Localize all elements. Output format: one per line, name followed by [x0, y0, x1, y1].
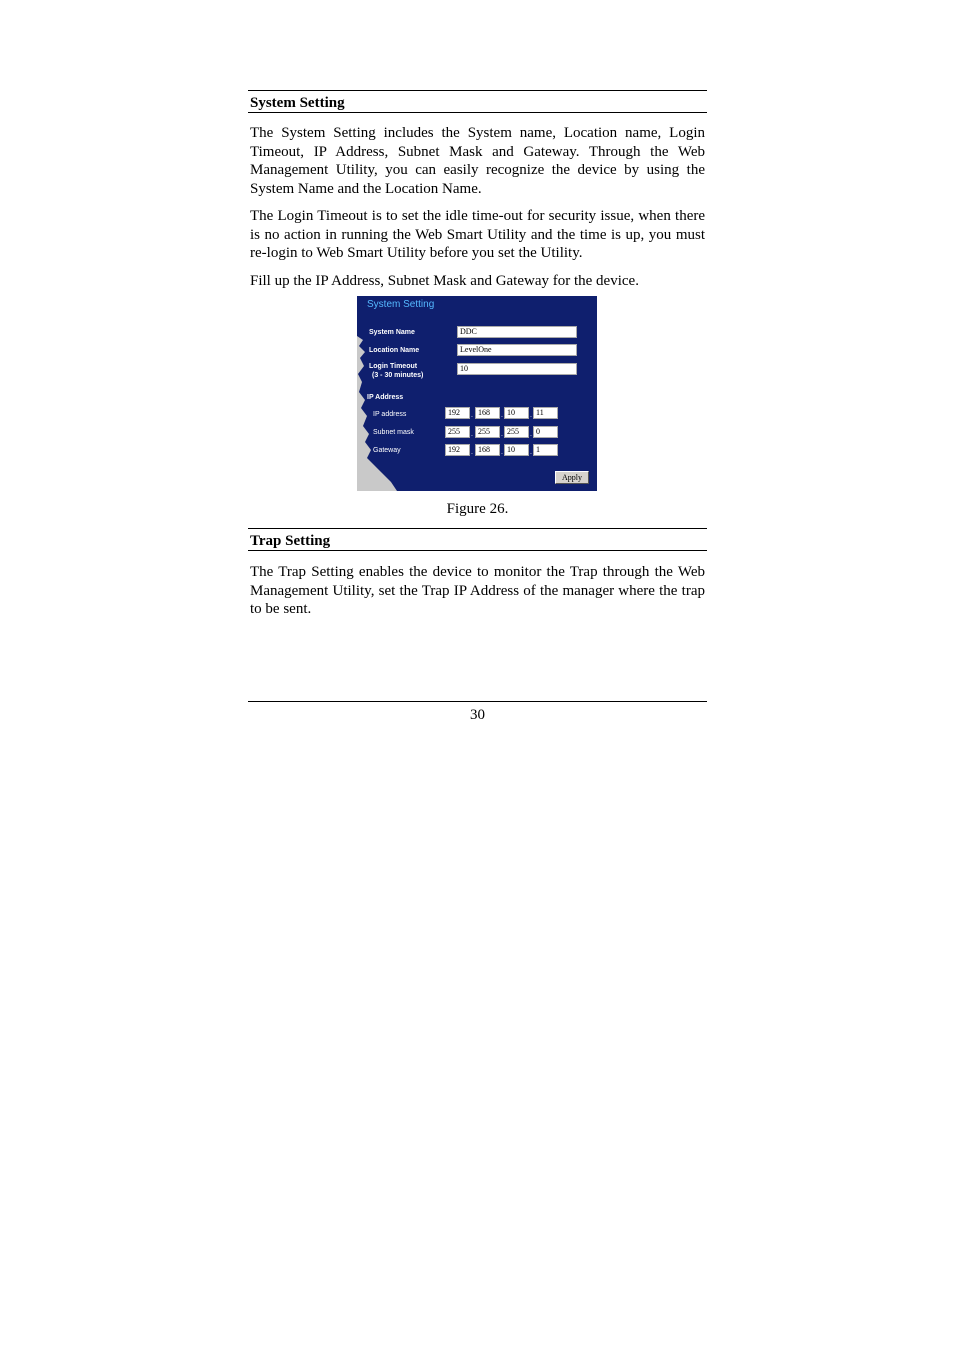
- system-name-input[interactable]: DDC: [457, 326, 577, 338]
- ip-octet-4[interactable]: 11: [533, 407, 558, 419]
- ip-address-label: IP address: [373, 411, 407, 418]
- subnet-octet-2[interactable]: 255: [475, 426, 500, 438]
- gateway-octet-3[interactable]: 10: [504, 444, 529, 456]
- gateway-label: Gateway: [373, 447, 401, 454]
- section-system-setting: [248, 90, 707, 290]
- section-trap-setting: [248, 528, 707, 619]
- subnet-octet-3[interactable]: 255: [504, 426, 529, 438]
- gateway-octet-4[interactable]: 1: [533, 444, 558, 456]
- login-timeout-label: Login Timeout: [369, 363, 418, 370]
- location-name-label: Location Name: [369, 347, 420, 354]
- section-heading: Trap Setting: [248, 528, 707, 551]
- system-name-label: System Name: [369, 329, 415, 336]
- figure-caption: Figure 26.: [446, 501, 509, 517]
- gateway-octet-2[interactable]: 168: [475, 444, 500, 456]
- login-timeout-input[interactable]: 10: [457, 363, 577, 375]
- ip-octet-3[interactable]: 10: [504, 407, 529, 419]
- subnet-mask-label: Subnet mask: [373, 429, 414, 436]
- login-timeout-range: (3 - 30 minutes): [372, 372, 424, 379]
- apply-button[interactable]: Apply: [555, 471, 589, 484]
- gateway-octet-1[interactable]: 192: [445, 444, 470, 456]
- section-heading: System Setting: [248, 90, 707, 113]
- ip-octet-2[interactable]: 168: [475, 407, 500, 419]
- system-setting-screenshot: System Setting System Name DDC Location Name LevelOne Login Timeout (3 - 30 minutes) 10 IP Address IP address 192 . 168 . 10 . 11 Subnet mask 255 . 255 . 255 . 0 Gateway 192 . 168 . 10 . 1 Apply: [357, 296, 597, 491]
- ip-section-label: IP Address: [367, 394, 404, 401]
- paragraph: The Login Timeout is to set the idle time-out for security issue, when there is no action in running the Web Smart Utility and the time is up, you must re-login to Web Smart Utility before you set the Utility.: [250, 208, 705, 261]
- paragraph: The Trap Setting enables the device to monitor the Trap through the Web Management Utility, set the Trap IP Address of the manager where the trap to be sent.: [250, 564, 705, 617]
- paragraph: The System Setting includes the System name, Location name, Login Timeout, IP Address, Subnet Mask and Gateway. Through the Web Management Utility, you can easily recognize the device by using the System Name and the Location Name.: [250, 125, 705, 197]
- ip-octet-1[interactable]: 192: [445, 407, 470, 419]
- form-title: System Setting: [367, 299, 435, 310]
- subnet-octet-4[interactable]: 0: [533, 426, 558, 438]
- subnet-octet-1[interactable]: 255: [445, 426, 470, 438]
- location-name-input[interactable]: LevelOne: [457, 344, 577, 356]
- page-number: 30: [248, 701, 707, 724]
- paragraph: Fill up the IP Address, Subnet Mask and Gateway for the device.: [250, 272, 639, 289]
